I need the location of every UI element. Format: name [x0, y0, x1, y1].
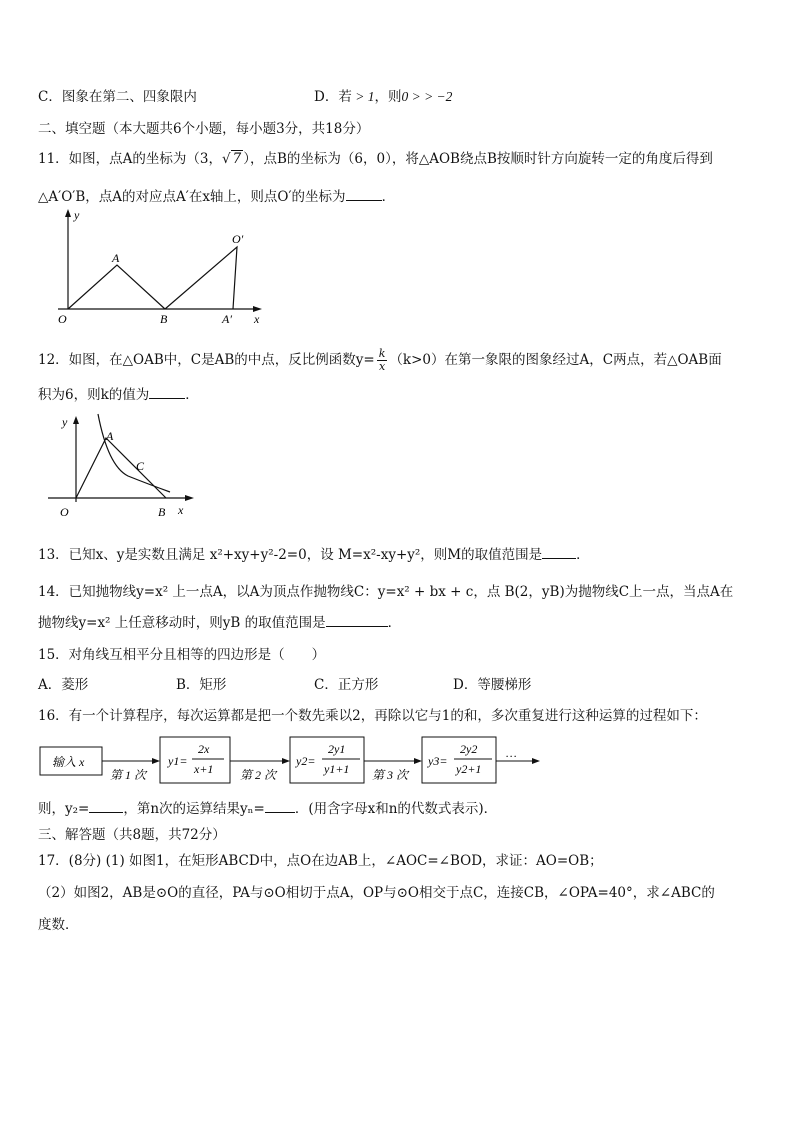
q13-answer-blank[interactable] — [542, 546, 576, 559]
q15-option-b[interactable]: B．矩形 — [176, 677, 227, 693]
q16-answer-line — [38, 800, 497, 818]
q12-triangle-oab — [76, 438, 166, 498]
flow-y1-den: x+1 — [194, 762, 214, 776]
q16-answer-a: 则，y₂= — [38, 801, 90, 817]
flow-arrowhead-1 — [152, 758, 160, 764]
q12-line-2 — [38, 386, 199, 404]
q13-end: ． — [576, 547, 590, 563]
q12-label-y: y — [62, 415, 68, 429]
q11-y-arrow — [65, 209, 71, 217]
q11-sqrt: √ 7 — [222, 151, 242, 167]
q11-line-2-end: ． — [381, 189, 396, 205]
q10-option-d-cond: > 1 — [351, 89, 375, 104]
q12-text-a: 12．如图，在△OAB中，C是AB的中点，反比例函数y= — [38, 352, 375, 368]
q16-line: 16．有一个计算程序，每次运算都是把一个数先乘以2，再除以它与1的和，多次重复进行这种运算的过程如下： — [38, 708, 707, 724]
flow-y3-den: y2+1 — [456, 762, 482, 776]
q12-line-2-text: 积为6，则k的值为 — [38, 387, 150, 403]
q12-label-b: B — [158, 505, 166, 519]
q14-line-2-end: ． — [387, 615, 402, 631]
q16-answer-blank-1[interactable] — [89, 800, 123, 813]
q11-label-y: y — [74, 208, 80, 222]
flow-y2-label: y2= — [296, 754, 316, 768]
flow-arrowhead-4 — [532, 758, 540, 764]
q10-option-d — [314, 88, 452, 106]
q11-label-o: O — [58, 312, 67, 326]
q13-line — [38, 546, 590, 564]
q10-option-d-conclusion: 0 > > −2 — [401, 89, 453, 104]
q11-figure — [48, 205, 278, 330]
q11-line-2 — [38, 188, 395, 206]
flow-y1-label: y1= — [168, 754, 188, 768]
q11-text-a: 11．如图，点A的坐标为（3， — [38, 151, 223, 167]
q12-y-arrow — [73, 416, 79, 424]
section-2-title: 二、填空题（本大题共6个小题，每小题3分，共18分） — [38, 121, 370, 137]
q13-text: 13．已知x、y是实数且满足 x²+xy+y²-2=0，设 M=x²-xy+y²，则M的取值范围是 — [38, 547, 543, 563]
q12-answer-blank[interactable] — [149, 386, 185, 399]
q16-answer-b: ，第n次的运算结果yₙ= — [123, 801, 265, 817]
q12-x-arrow — [185, 495, 194, 501]
q14-line-2 — [38, 614, 401, 632]
q14-line-1: 14．已知抛物线y=x² 上一点A，以A为顶点作抛物线C：y=x² + bx + c，点 B(2，yB)为抛物线C上一点，当点A在 — [38, 584, 734, 600]
q11-line-2-text: △A′O′B，点A的对应点A′在x轴上，则点O′的坐标为 — [38, 189, 346, 205]
q12-line-2-end: ． — [185, 387, 199, 403]
q11-triangle-a2o2b — [165, 247, 237, 309]
q12-figure — [48, 410, 208, 522]
q12-label-x: x — [178, 503, 184, 517]
q17-part-2-line-1: （2）如图2，AB是⊙O的直径，PA与⊙O相切于点A，OP与⊙O相交于点C，连接CB，∠OPA=40°，求∠ABC的 — [38, 885, 715, 901]
q15-option-d[interactable]: D．等腰梯形 — [453, 677, 532, 693]
q15-option-a[interactable]: A．菱形 — [38, 677, 89, 693]
q10-option-d-prefix: D．若 — [314, 89, 352, 105]
q11-sqrt-value: 7 — [232, 151, 242, 167]
q12-hyperbola — [98, 414, 170, 492]
q11-label-a-prime: A′ — [222, 312, 232, 326]
q11-text-b: ），点B的坐标为（6，0），将△AOB绕点B按顺时针方向旋转一定的角度后得到 — [243, 151, 713, 167]
q16-answer-c: ．(用含字母x和n的代数式表示)． — [294, 801, 498, 817]
q11-label-x: x — [254, 312, 260, 326]
flow-y1-num: 2x — [198, 742, 210, 756]
q12-line-1 — [38, 348, 722, 373]
flow-y2-den: y1+1 — [324, 762, 350, 776]
q12-fraction — [377, 348, 388, 373]
section-3-title: 三、解答题（共8题，共72分） — [38, 827, 226, 843]
flow-step-3: 第 3 次 — [372, 768, 409, 782]
q11-triangle-aob — [68, 265, 165, 309]
q15-option-c[interactable]: C．正方形 — [314, 677, 379, 693]
flow-arrowhead-3 — [414, 758, 422, 764]
q11-label-b: B — [160, 312, 168, 326]
q11-label-o-prime: O′ — [232, 232, 244, 246]
q12-fraction-num: k — [378, 347, 386, 360]
flow-y3-num: 2y2 — [460, 742, 478, 756]
flow-input-label: 输入 x — [52, 755, 85, 769]
q11-label-a: A — [112, 251, 120, 265]
q17-part-2-line-2: 度数． — [38, 917, 79, 933]
q11-line-1 — [38, 150, 713, 168]
q16-flow-diagram — [38, 733, 544, 791]
q11-answer-blank[interactable] — [346, 188, 382, 201]
q14-answer-blank[interactable] — [326, 614, 388, 627]
q10-option-d-mid: ，则 — [374, 89, 402, 105]
flow-ellipsis: … — [506, 746, 517, 760]
q12-label-c: C — [136, 459, 145, 473]
q14-line-2-text: 抛物线y=x² 上任意移动时，则yB 的取值范围是 — [38, 615, 326, 631]
q12-fraction-den: x — [378, 360, 386, 373]
q16-answer-blank-2[interactable] — [265, 800, 295, 813]
flow-y2-num: 2y1 — [328, 742, 346, 756]
flow-step-1: 第 1 次 — [110, 768, 147, 782]
q12-label-o: O — [60, 505, 69, 519]
flow-arrowhead-2 — [282, 758, 290, 764]
q12-text-b: （k>0）在第一象限的图象经过A，C两点，若△OAB面 — [389, 352, 722, 368]
q17-part-1: 17．(8分) (1) 如图1，在矩形ABCD中，点O在边AB上，∠AOC=∠BOD，求证：AO=OB； — [38, 853, 603, 869]
flow-y3-label: y3= — [428, 754, 448, 768]
q15-line: 15．对角线互相平分且相等的四边形是（ ） — [38, 647, 326, 663]
q12-label-a: A — [106, 429, 114, 443]
q10-option-c: C．图象在第二、四象限内 — [38, 89, 197, 105]
flow-step-2: 第 2 次 — [240, 768, 277, 782]
